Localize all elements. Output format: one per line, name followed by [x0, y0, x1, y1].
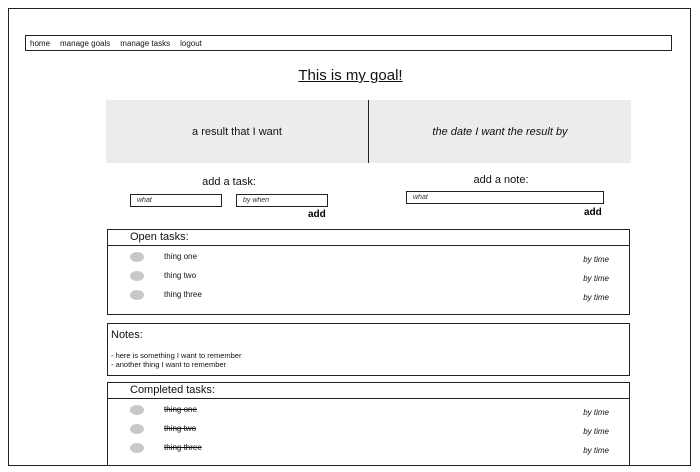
goal-result: a result that I want	[192, 125, 282, 138]
add-task-label: add a task:	[202, 176, 256, 188]
task-checkbox[interactable]	[130, 424, 144, 434]
task-due-time: by time	[583, 446, 609, 455]
notes-panel	[107, 323, 630, 376]
task-name: thing one	[164, 252, 197, 261]
open-task-row	[108, 249, 629, 268]
task-name: thing three	[164, 290, 202, 299]
add-note-button[interactable]: add	[584, 207, 602, 218]
top-nav	[25, 35, 672, 51]
task-due-time: by time	[583, 408, 609, 417]
open-tasks-panel	[107, 229, 630, 315]
task-due-time: by time	[583, 427, 609, 436]
open-tasks-header: Open tasks:	[108, 230, 629, 246]
task-due-time: by time	[583, 255, 609, 264]
task-when-input[interactable]	[236, 194, 328, 207]
goal-title: This is my goal!	[298, 67, 403, 84]
task-checkbox[interactable]	[130, 252, 144, 262]
task-due-time: by time	[583, 293, 609, 302]
completed-task-row	[108, 402, 629, 421]
completed-task-row	[108, 440, 629, 459]
note-what-input[interactable]	[406, 191, 604, 204]
task-due-time: by time	[583, 274, 609, 283]
task-name: thing two	[164, 271, 197, 280]
task-checkbox[interactable]	[130, 271, 144, 281]
nav-manage-goals-link[interactable]: manage goals	[60, 38, 111, 48]
app-frame	[8, 8, 691, 466]
goal-date: the date I want the result by	[432, 125, 568, 138]
note-item: - here is something I want to remember	[111, 351, 242, 360]
add-note-label: add a note:	[473, 174, 529, 186]
nav-manage-tasks-link[interactable]: manage tasks	[120, 38, 171, 48]
goal-summary	[106, 100, 631, 163]
task-name: thing one	[164, 405, 197, 414]
notes-header: Notes:	[111, 329, 143, 341]
task-name: thing three	[164, 443, 202, 452]
nav-logout-link[interactable]: logout	[180, 38, 202, 48]
task-name: thing two	[164, 424, 197, 433]
notes-list	[111, 351, 241, 369]
task-checkbox[interactable]	[130, 290, 144, 300]
task-checkbox[interactable]	[130, 443, 144, 453]
task-what-input[interactable]	[130, 194, 222, 207]
completed-tasks-panel	[107, 382, 630, 466]
completed-task-row	[108, 421, 629, 440]
open-task-row	[108, 287, 629, 306]
note-item: - another thing I want to remember	[111, 360, 227, 369]
task-checkbox[interactable]	[130, 405, 144, 415]
nav-home-link[interactable]: home	[30, 38, 51, 48]
open-task-row	[108, 268, 629, 287]
completed-tasks-header: Completed tasks:	[108, 383, 629, 399]
add-task-button[interactable]: add	[308, 209, 326, 220]
